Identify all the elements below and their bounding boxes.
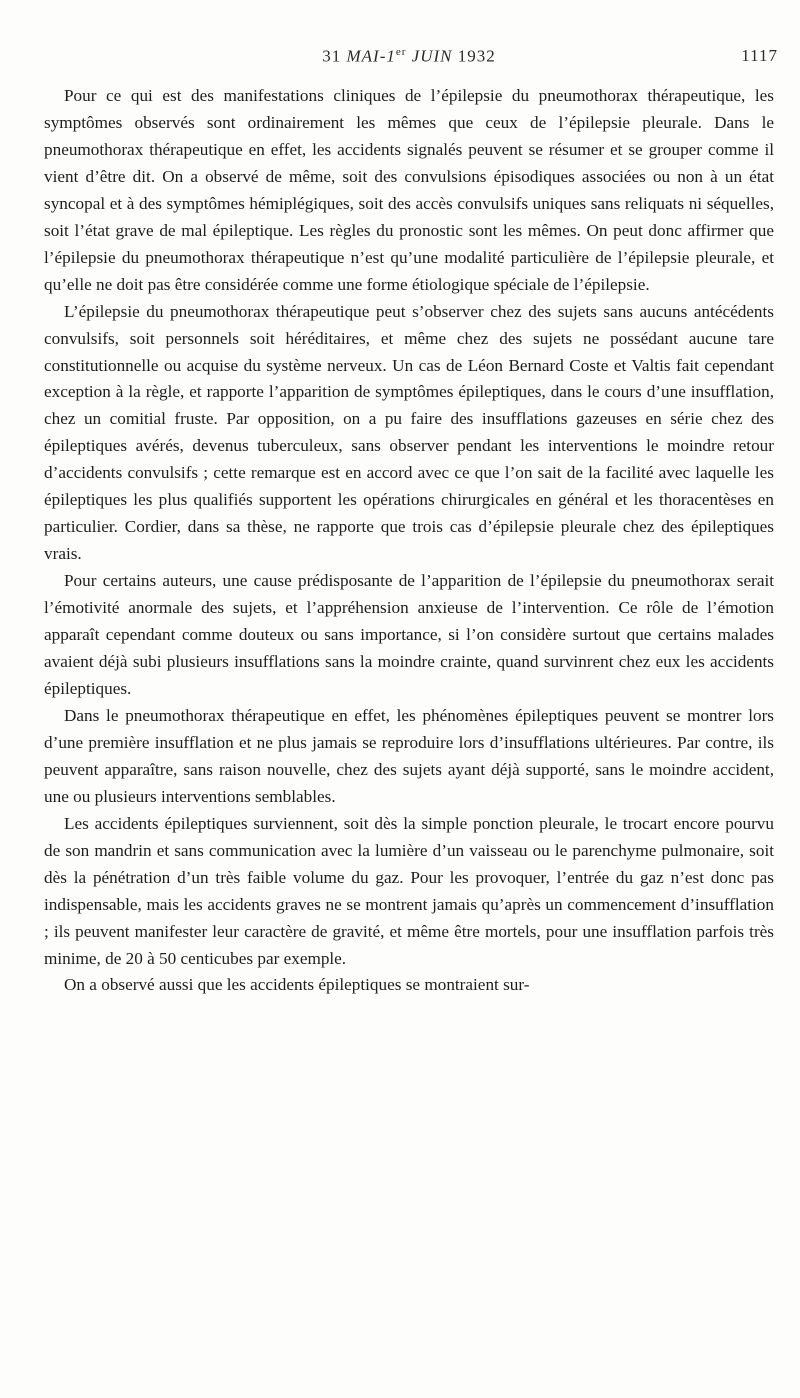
date-separator: - — [379, 46, 387, 66]
paragraph: L’épilepsie du pneumothorax thérapeutique peut s’observer chez des sujets sans aucuns antécédents convulsifs, soit personnels soit héréditaires, et même chez des sujets ne possédant aucune tare constitutionnelle ou acquise du système nerveux. Un cas de Léon Bernard Coste et Valtis fait cependant exception à la règle, et rapporte l’apparition de symptômes épileptiques, dans le cours d’une insufflation, chez un comitial fruste. Par opposition, on a pu faire des insufflations gazeuses en série chez des épileptiques avérés, devenus tuberculeux, sans observer pendant les interventions le moindre retour d’accidents convulsifs ; cette remarque est en accord avec ce que l’on sait de la facilité avec laquelle les épileptiques les plus qualifiés supportent les opérations chirurgicales en général et les thoracentèses en particulier. Cordier, dans sa thèse, ne rapporte que trois cas d’épilepsie pleurale chez des épileptiques vrais. — [44, 301, 774, 564]
date-month-may: MAI — [346, 46, 380, 66]
date-first-superscript: er — [395, 46, 407, 58]
date-month-june: JUIN — [411, 46, 453, 66]
page-number: 1117 — [741, 46, 778, 65]
date-first: 1 — [386, 46, 396, 66]
running-head-date — [40, 46, 778, 67]
page-header — [40, 46, 778, 70]
date-year: 1932 — [457, 46, 496, 66]
date-day: 31 — [322, 46, 342, 66]
paragraph: Pour ce qui est des manifestations cliniques de l’épilepsie du pneumothorax thérapeutique, les symptômes observés sont ordinairement les mêmes que ceux de l’épilepsie pleurale. Dans le pneumothorax thérapeutique en effet, les accidents signalés peuvent se résumer et se grouper comme il vient d’être dit. On a observé de même, soit des convulsions épisodiques associées ou non à un état syncopal et à des symptômes hémiplégiques, soit des accès convulsifs uniques sans reliquats ni séquelles, soit l’état grave de mal épileptique. Les règles du pronostic sont les mêmes. On peut donc affirmer que l’épilepsie du pneumothorax thérapeutique n’est qu’une modalité particulière de l’épilepsie pleurale, et qu’elle ne doit pas être considérée comme une forme étiologique spéciale de l’épilepsie. — [44, 86, 774, 294]
body-text — [44, 83, 774, 999]
paragraph: Les accidents épileptiques surviennent, soit dès la simple ponction pleurale, le trocart encore pourvu de son mandrin et sans communication avec la lumière d’un vaisseau ou le parenchyme pulmonaire, soit dès la pénétration d’un très faible volume du gaz. Pour les provoquer, l’entrée du gaz n’est donc pas indispensable, mais les accidents graves ne se montrent jamais qu’après un commencement d’insufflation ; ils peuvent manifester leur caractère de gravité, et même être mortels, pour une insufflation parfois très minime, de 20 à 50 centicubes par exemple. — [44, 813, 774, 968]
paragraph: Dans le pneumothorax thérapeutique en effet, les phénomènes épileptiques peuvent se montrer lors d’une première insufflation et ne plus jamais se reproduire lors d’insufflations ultérieures. Par contre, ils peuvent apparaître, sans raison nouvelle, chez des sujets ayant déjà supporté, sans le moindre accident, une ou plusieurs interventions semblables. — [44, 705, 774, 806]
paragraph: On a observé aussi que les accidents épileptiques se montraient sur- — [64, 975, 530, 995]
paragraph: Pour certains auteurs, une cause prédisposante de l’apparition de l’épilepsie du pneumothorax serait l’émotivité anormale des sujets, et l’appréhension anxieuse de l’intervention. Ce rôle de l’émotion apparaît cependant comme douteux ou sans importance, si l’on considère surtout que certains malades avaient déjà subi plusieurs insufflations sans la moindre crainte, quand survinrent chez eux les accidents épileptiques. — [44, 571, 774, 698]
